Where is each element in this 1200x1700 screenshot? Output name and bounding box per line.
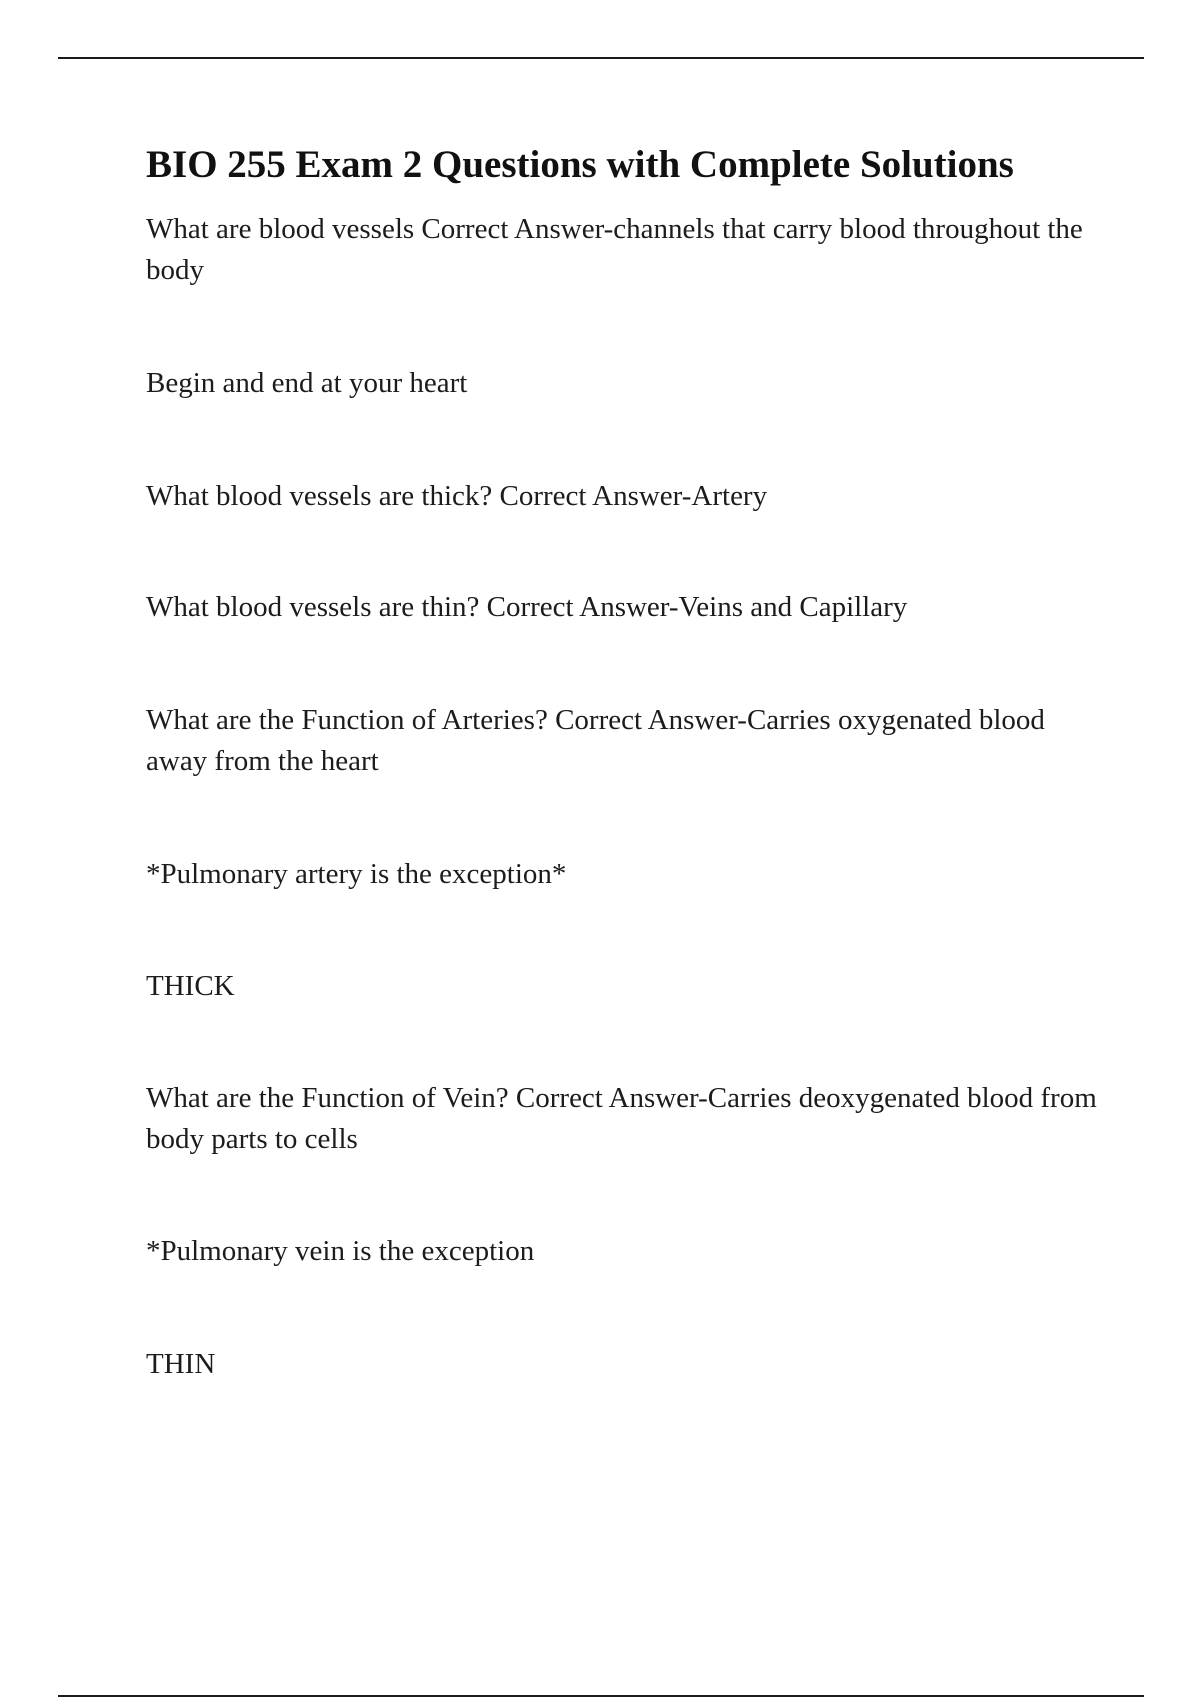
paragraph-thick-label: THICK [146,970,235,1002]
paragraph-vein-function: What are the Function of Vein? Correct Answer-Carries deoxygenated blood from body parts to cells [146,1082,1097,1155]
footer-rule [58,1695,1144,1697]
header-rule [58,57,1144,59]
paragraph-pulmonary-vein-exception: *Pulmonary vein is the exception [146,1235,535,1267]
paragraph-thick-vessels: What blood vessels are thick? Correct Answer-Artery [146,480,768,512]
paragraph-thin-vessels: What blood vessels are thin? Correct Answer-Veins and Capillary [146,591,908,623]
paragraph-begin-end-heart: Begin and end at your heart [146,367,468,399]
paragraph-thin-label: THIN [146,1348,216,1380]
paragraph-blood-vessels-definition: What are blood vessels Correct Answer-channels that carry blood throughout the body [146,213,1083,286]
paragraph-pulmonary-artery-exception: *Pulmonary artery is the exception* [146,858,567,890]
paragraph-artery-function: What are the Function of Arteries? Correct Answer-Carries oxygenated blood away from the heart [146,704,1045,777]
document-title: BIO 255 Exam 2 Questions with Complete Solutions [146,143,1014,186]
